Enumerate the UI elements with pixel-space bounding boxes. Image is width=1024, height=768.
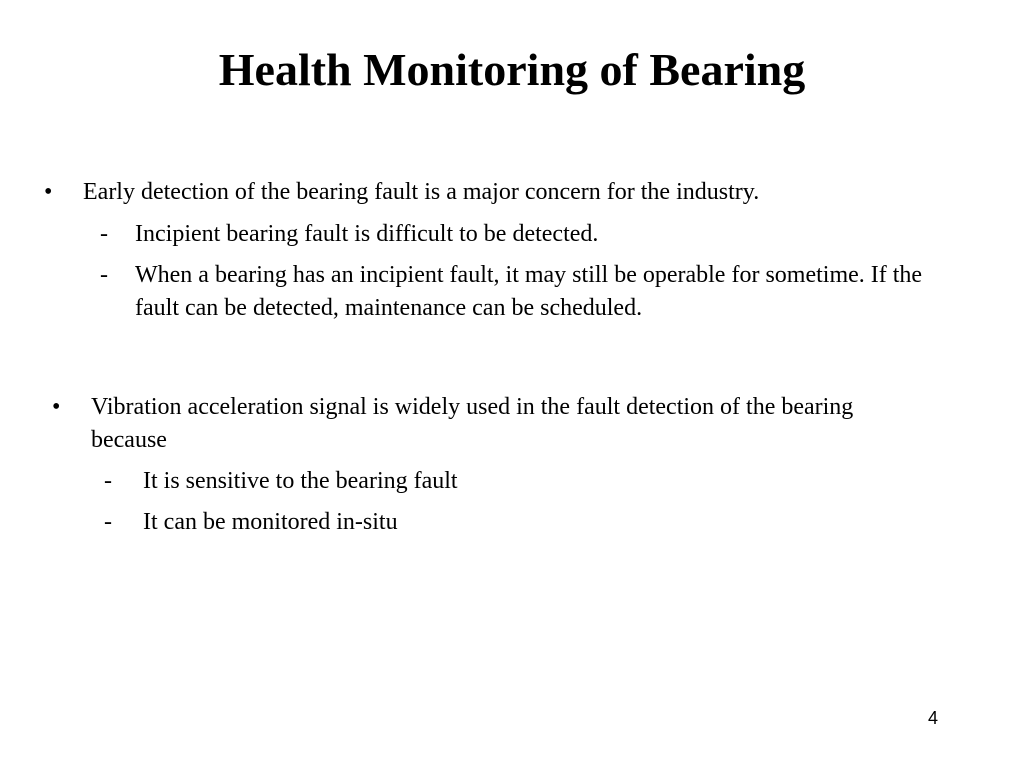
- sub-bullet-text: It can be monitored in-situ: [143, 509, 398, 535]
- page-number: 4: [927, 708, 938, 728]
- bullet-text: Early detection of the bearing fault is a major concern for the industry.: [83, 179, 760, 205]
- bullet-item: [44, 176, 944, 209]
- sub-bullet-text: When a bearing has an incipient fault, it may still be operable for sometime. If the fault can be detected, maintenance can be scheduled.: [135, 262, 923, 321]
- bullet-group-vibration-signal: [52, 391, 952, 547]
- bullet-item: [52, 391, 952, 457]
- slide-title: Health Monitoring of Bearing: [218, 44, 806, 95]
- bullet-text: Vibration acceleration signal is widely used in the fault detection of the bearing because: [91, 394, 854, 453]
- dash-marker: -: [100, 221, 108, 247]
- sub-bullet-item: [52, 506, 952, 539]
- sub-bullet-text: It is sensitive to the bearing fault: [143, 468, 458, 494]
- bullet-marker: •: [52, 394, 61, 420]
- bullet-marker: •: [44, 179, 53, 205]
- dash-marker: -: [104, 468, 112, 494]
- dash-marker: -: [104, 509, 112, 535]
- sub-bullet-text: Incipient bearing fault is difficult to be detected.: [135, 221, 599, 247]
- bullet-group-early-detection: [44, 176, 944, 333]
- sub-bullet-item: [44, 218, 944, 251]
- sub-bullet-item: [44, 259, 944, 325]
- dash-marker: -: [100, 262, 108, 288]
- sub-bullet-item: [52, 465, 952, 498]
